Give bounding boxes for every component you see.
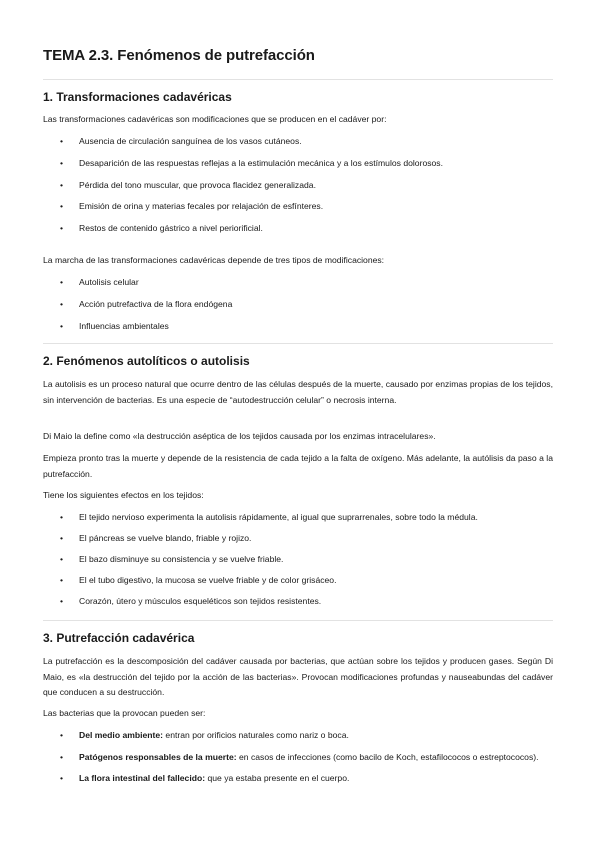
section2-paragraph: Empieza pronto tras la muerte y depende de la resistencia de cada tejido a la falta de oxígeno. Más adelante, la autólisis da paso a la putrefacción. (43, 453, 553, 479)
section3-paragraph: La putrefacción es la descomposición del cadáver causada por bacterias, que actúan sobre los tejidos y producen gases. Según Di Maio, es «la destrucción del tejido por la acción de las bacterias». Provocan modificaciones profundas y nauseabundas del cadáver que conducen a su destrucción. (43, 656, 553, 698)
section2-paragraph: Di Maio la define como «la destrucción aséptica de los tejidos causada por los enzimas intracelulares». (43, 431, 436, 441)
list-item: • El el tubo digestivo, la mucosa se vuelve friable y de color grisáceo. (43, 573, 553, 589)
section2-paragraph: Tiene los siguientes efectos en los tejidos: (43, 490, 204, 500)
page-title: TEMA 2.3. Fenómenos de putrefacción (43, 47, 315, 64)
list-item: • El tejido nervioso experimenta la autolisis rápidamente, al igual que suprarrenales, sobre todo la médula. (43, 510, 553, 526)
section1-list2 (43, 275, 553, 334)
section3-paragraph: Las bacterias que la provocan pueden ser: (43, 708, 206, 718)
list-item-text: en casos de infecciones (como bacilo de Koch, estafilococos o estreptococos). (236, 751, 539, 762)
list-item: • Corazón, útero y músculos esqueléticos son tejidos resistentes. (43, 594, 553, 610)
section-heading-3: 3. Putrefacción cadavérica (43, 631, 195, 645)
list-item: • Restos de contenido gástrico a nivel perioriﬁcial. (43, 221, 553, 237)
list-item-text: que ya estaba presente en el cuerpo. (205, 773, 350, 784)
list-item (43, 728, 553, 744)
list-item-term: Patógenos responsables de la muerte: (79, 751, 237, 762)
section1-list (43, 134, 553, 237)
list-item: • Ausencia de circulación sanguínea de los vasos cutáneos. (43, 134, 553, 150)
list-item-term: La flora intestinal del fallecido: (79, 773, 206, 784)
list-item: • Influencias ambientales (43, 319, 553, 335)
section2-list (43, 510, 553, 610)
section1-intro2: La marcha de las transformaciones cadavéricas depende de tres tipos de modificaciones: (43, 255, 385, 265)
divider (43, 79, 553, 80)
divider (43, 620, 553, 621)
list-item: • El bazo disminuye su consistencia y se vuelve friable. (43, 552, 553, 568)
list-item (43, 771, 553, 787)
section3-list (43, 728, 553, 787)
section2-paragraph: La autolisis es un proceso natural que ocurre dentro de las células después de la muerte, causado por enzimas propias de los tejidos, sin intervención de bacterias. Es una especie de “autodestrucción celular” o necrosis interna. (43, 379, 553, 405)
section-heading-1: 1. Transformaciones cadavéricas (43, 90, 232, 104)
section1-intro: Las transformaciones cadavéricas son modificaciones que se producen en el cadáver por: (43, 114, 387, 124)
section-heading-2: 2. Fenómenos autolíticos o autolisis (43, 354, 250, 368)
divider (43, 343, 553, 344)
list-item: • Acción putrefactiva de la flora endógena (43, 297, 553, 313)
list-item: • Autolisis celular (43, 275, 553, 291)
list-item: • Pérdida del tono muscular, que provoca flacidez generalizada. (43, 178, 553, 194)
list-item: • Emisión de orina y materias fecales por relajación de esfínteres. (43, 199, 553, 215)
list-item (43, 750, 553, 766)
list-item-term: Del medio ambiente: (79, 730, 164, 740)
list-item-text: entran por orificios naturales como nariz o boca. (163, 730, 349, 740)
list-item: • Desaparición de las respuestas reflejas a la estimulación mecánica y a los estímulos dolorosos. (43, 156, 553, 172)
list-item: • El páncreas se vuelve blando, friable y rojizo. (43, 531, 553, 547)
